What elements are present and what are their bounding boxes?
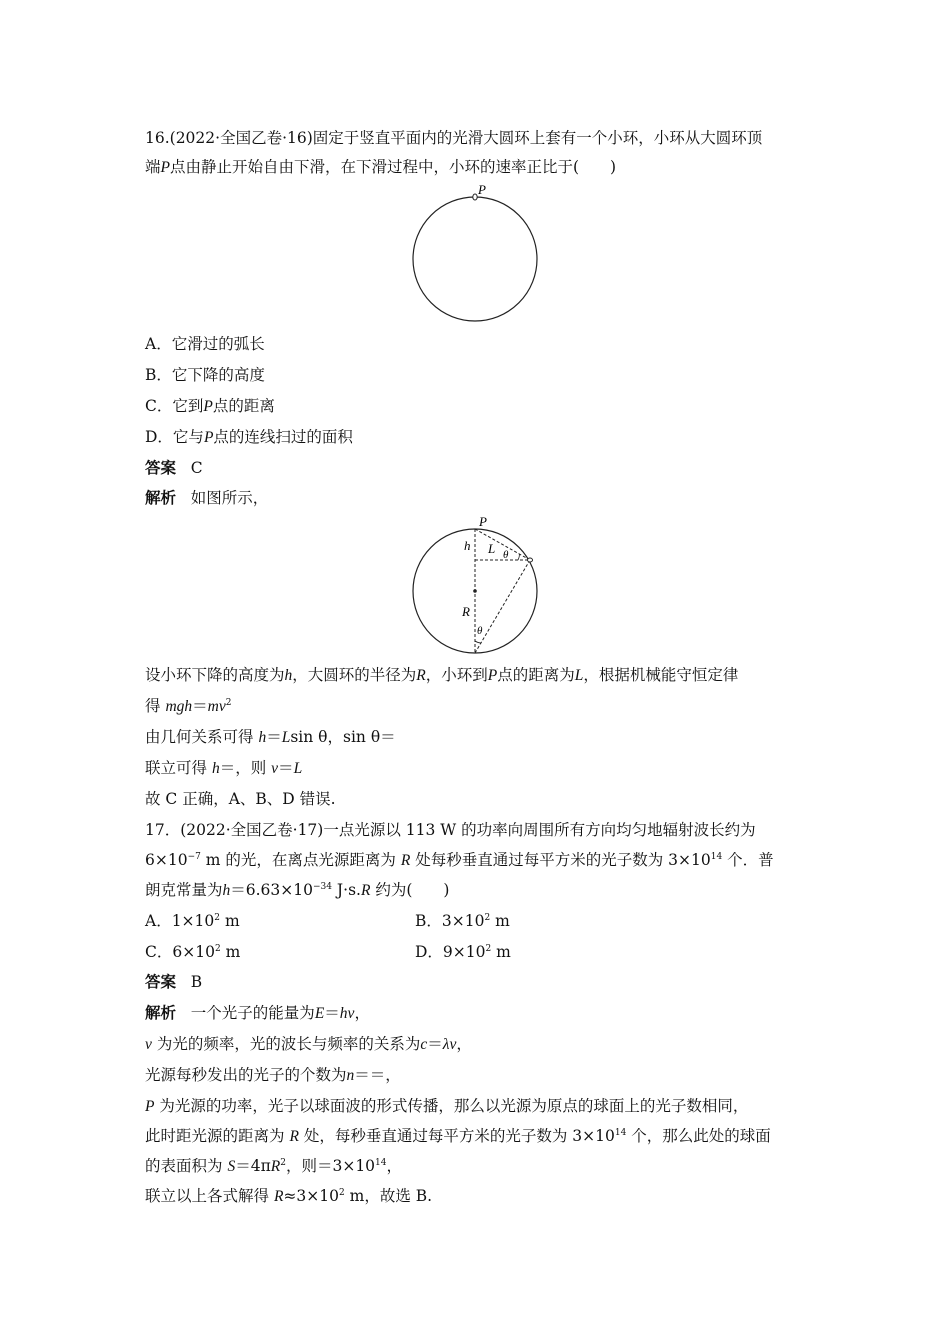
analysis-text: ≈3×10 [283,1187,339,1205]
analysis-text: 个，那么此处的球面 [626,1127,771,1145]
superscript: 2 [214,913,221,923]
q16-solution-line-4 [145,758,302,779]
solution-text: 故 C 正确，A、B、D 错误. [145,790,336,808]
superscript: −7 [187,852,201,862]
center-point [473,589,477,593]
var-nu: ν [145,1036,152,1053]
analysis-text: ＝ [324,1004,340,1022]
superscript: 2 [214,944,221,954]
analysis-text: 如图所示， [190,489,269,507]
var-l: L [281,729,291,746]
var-r: R [289,1128,299,1145]
analysis-text: ＝＝， [354,1066,401,1084]
option-b-text: B．3×10 [415,912,485,930]
analysis-label: 解析 [145,1003,177,1022]
analysis-text: m，故选 B. [344,1187,433,1205]
option-a-text: A．它滑过的弧长 [145,335,265,353]
var-l: L [574,667,584,684]
q16-option-b [145,365,265,385]
superscript: 2 [225,698,232,708]
superscript: 2 [338,1188,345,1198]
superscript: 14 [710,852,723,862]
var-mv: mv [207,698,226,715]
var-p: P [203,398,213,415]
q17-stem-text: 17．(2022·全国乙卷·17)一点光源以 113 W 的功率向周围所有方向均匀地辐射波长约为 [145,821,756,839]
var-p: P [160,159,170,176]
solution-text: 点的距离为 [497,666,575,684]
q17-text: J·s. [332,881,361,899]
label-r: R [462,604,470,619]
superscript: −34 [313,882,332,892]
analysis-text: ＝ [427,1035,443,1053]
answer-label: 答案 [145,458,177,477]
solution-text: ＝，则 [219,759,267,777]
var-e: E [314,1005,325,1022]
q16-solution-line-2 [145,696,231,717]
solution-text: 设小环下降的高度为 [145,666,285,684]
solution-text: 联立可得 [145,759,208,777]
var-l: L [293,760,303,777]
q17-option-d [415,942,511,962]
q16-solution-line-1 [145,665,738,686]
superscript: 2 [280,1158,286,1168]
big-ring [413,197,537,321]
solution-text: ＝ [192,697,208,715]
q16-option-d [145,427,353,448]
q17-stem-line-2 [145,850,774,871]
q16-text: 端 [145,158,161,176]
label-theta-bottom: θ [477,625,483,637]
q16-stem-line-2 [145,157,616,178]
answer-value: C [190,459,203,477]
q17-option-c [145,943,240,961]
angle-arc-top [518,554,520,560]
q17-analysis-line-5 [145,1126,771,1147]
label-p: P [478,182,486,197]
small-ring [473,194,477,200]
superscript: 14 [375,1158,387,1168]
ring-figure-2 [400,512,550,660]
analysis-text: ＝4π [235,1157,271,1175]
var-v: v [271,760,279,777]
analysis-text: ， [456,1035,472,1053]
analysis-text: 此时距光源的距离为 [145,1127,285,1145]
option-c-text: C．它到 [145,397,204,415]
q17-text: 6×10 [145,851,188,869]
var-r: R [273,1188,284,1205]
solution-text: ，大圆环的半径为 [292,666,417,684]
q16-solution-line-5 [145,789,336,809]
q16-answer [145,458,203,478]
answer-value: B [190,973,203,991]
solution-text: ＝ [266,728,282,746]
analysis-text: 为光源的功率，光子以球面波的形式传播，那么以光源为原点的球面上的光子数相同， [154,1097,749,1115]
var-h: h [258,729,267,746]
option-a-text: A．1×10 [145,912,215,930]
label-theta-top: θ [503,549,509,561]
q16-text: 点由静止开始自由下滑，在下滑过程中，小环的速率正比于( ) [169,158,617,176]
q16-option-c [145,396,275,417]
q17-analysis-line-3 [145,1065,401,1086]
option-b-unit: m [490,912,510,930]
var-c: c [420,1036,428,1053]
var-p: P [145,1098,155,1115]
var-mgh: mgh [165,698,193,715]
label-h: h [464,538,471,553]
q17-options-row-2 [145,942,805,962]
var-r: R [400,852,411,869]
var-r: R [416,667,426,684]
q17-text: 个．普 [722,851,774,869]
solution-text: 得 [145,697,161,715]
q17-options-row-1 [145,911,805,931]
q17-analysis-line-6 [145,1156,402,1177]
option-d-text: D．它与 [145,428,204,446]
q17-analysis-line-2 [145,1034,472,1055]
var-s: S [227,1158,236,1175]
q16-solution-line-3 [145,727,396,748]
analysis-text: 联立以上各式解得 [145,1187,270,1205]
superscript: 2 [484,913,491,923]
superscript: 2 [485,944,492,954]
q16-option-a [145,334,265,354]
option-d-text: 点的连线扫过的面积 [213,428,353,446]
solution-text: ＝ [278,759,294,777]
var-h: h [211,760,220,777]
q17-text: 朗克常量为 [145,881,223,899]
var-lambda-nu: λν [442,1036,457,1053]
q17-answer [145,972,202,992]
var-r: R [270,1158,281,1175]
analysis-text: 一个光子的能量为 [190,1004,315,1022]
q17-option-b [415,911,510,931]
small-ring [528,558,533,562]
analysis-text: 处，每秒垂直通过每平方米的光子数为 3×10 [303,1127,615,1145]
q17-analysis-line-7 [145,1186,432,1207]
analysis-text: 的表面积为 [145,1157,223,1175]
option-c-text: C．6×10 [145,943,215,961]
label-p: P [479,514,487,529]
analysis-text: ，则＝3×10 [285,1157,376,1175]
analysis-label: 解析 [145,488,177,507]
var-h: h [222,882,231,899]
q16-stem-text: 16.(2022·全国乙卷·16)固定于竖直平面内的光滑大圆环上套有一个小环，小环从大圆环顶 [145,129,763,147]
option-b-text: B．它下降的高度 [145,366,265,384]
q16-analysis-intro [145,488,268,508]
option-d-unit: m [491,943,511,961]
q17-stem-line-1 [145,820,756,840]
option-c-unit: m [220,943,241,961]
q17-analysis-line-1 [145,1003,370,1024]
analysis-text: ， [386,1157,403,1175]
q17-text: ＝6.63×10 [230,881,313,899]
option-a-unit: m [220,912,240,930]
option-d-text: D．9×10 [415,943,486,961]
angle-arc-bottom [475,641,481,643]
solution-text: 由几何关系可得 [145,728,254,746]
option-c-text: 点的距离 [212,397,275,415]
var-r: R [360,882,371,899]
var-h: h [284,667,293,684]
chord-bottom [475,560,530,653]
solution-text: sin θ，sin θ＝ [290,728,396,746]
var-n: n [346,1067,355,1084]
analysis-text: 光源每秒发出的光子的个数为 [145,1066,347,1084]
q17-option-a [145,912,240,930]
analysis-text: ， [354,1004,370,1022]
answer-label: 答案 [145,972,177,991]
var-hv: hν [339,1005,355,1022]
analysis-text: 为光的频率，光的波长与频率的关系为 [151,1035,421,1053]
superscript: 14 [614,1128,627,1138]
var-p: P [487,667,498,684]
q17-text: 处每秒垂直通过每平方米的光子数为 3×10 [410,851,711,869]
solution-text: ，根据机械能守恒定律 [583,666,739,684]
solution-text: ，小环到 [425,666,488,684]
ring-figure-1 [400,180,550,330]
q17-stem-line-3 [145,880,449,901]
q17-analysis-line-4 [145,1096,748,1117]
q16-stem-line-1 [145,128,762,148]
label-l: L [488,541,496,556]
q17-text: m 的光，在离点光源距离为 [200,851,401,869]
q17-text: 约为( ) [370,881,450,899]
var-p: P [203,429,214,446]
